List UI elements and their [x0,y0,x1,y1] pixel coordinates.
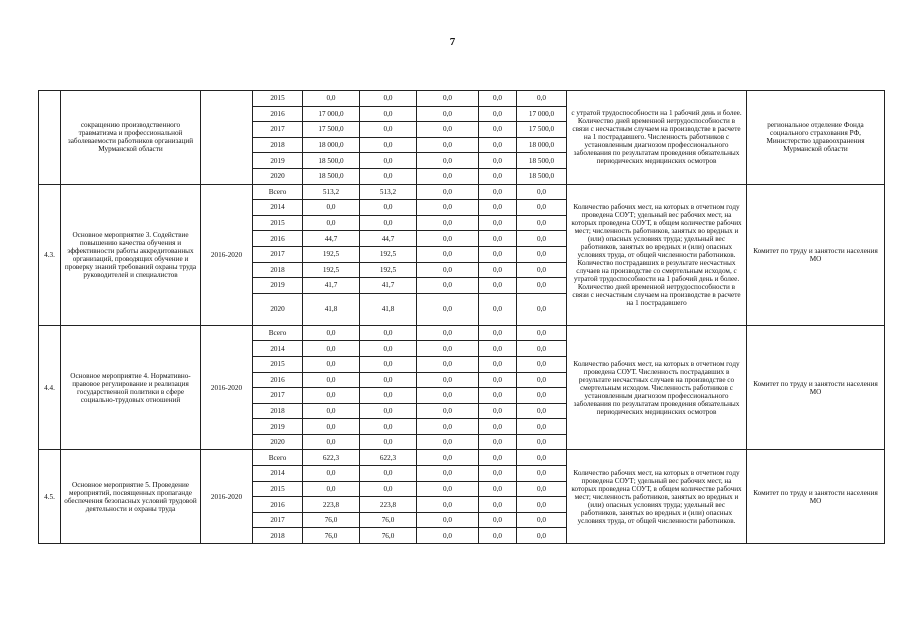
funding-value-cell: 192,5 [360,246,417,262]
year-cell: 2017 [253,388,303,404]
year-cell: 2020 [253,168,303,184]
funding-value-cell: 0,0 [360,153,417,169]
table-row [39,184,885,200]
implementation-period [201,91,253,185]
funding-value-cell: 0,0 [417,512,479,528]
funding-value-cell: 0,0 [517,231,567,247]
funding-value-cell: 0,0 [479,512,517,528]
funding-value-cell: 0,0 [417,372,479,388]
responsible-executor: Комитет по труду и занятости населения МО [747,325,885,450]
funding-value-cell: 0,0 [303,434,360,450]
funding-value-cell: 0,0 [417,137,479,153]
year-cell: 2017 [253,246,303,262]
funding-value-cell: 0,0 [517,325,567,341]
year-cell: 2019 [253,153,303,169]
funding-value-cell: 41,7 [303,278,360,294]
year-cell: 2019 [253,419,303,435]
funding-value-cell: 0,0 [517,91,567,107]
funding-value-cell: 0,0 [417,106,479,122]
year-cell: Всего [253,184,303,200]
funding-value-cell: 76,0 [303,528,360,544]
funding-value-cell: 0,0 [417,356,479,372]
year-cell: 2018 [253,137,303,153]
target-indicators: Количество рабочих мест, на которых в отчетном году проведена СОУТ. Численность пострадавших в результате несчастных случаев на производстве со смертельным исходом. Численность работников с установленным диагнозом профессионального заболевания по результатам проведения обязательных периодических медицинских осмотров [567,325,747,450]
funding-value-cell: 0,0 [479,528,517,544]
funding-value-cell: 0,0 [517,215,567,231]
funding-value-cell: 0,0 [479,341,517,357]
funding-value-cell: 0,0 [417,91,479,107]
funding-value-cell: 0,0 [303,419,360,435]
funding-value-cell: 0,0 [303,372,360,388]
funding-value-cell: 0,0 [517,481,567,497]
funding-value-cell: 0,0 [417,388,479,404]
funding-value-cell: 0,0 [479,293,517,325]
funding-value-cell: 192,5 [360,262,417,278]
funding-value-cell: 0,0 [479,403,517,419]
funding-value-cell: 0,0 [417,497,479,513]
year-cell: 2016 [253,372,303,388]
funding-value-cell: 0,0 [303,200,360,216]
funding-value-cell: 0,0 [417,466,479,482]
funding-value-cell: 0,0 [417,419,479,435]
funding-value-cell: 0,0 [479,168,517,184]
funding-value-cell: 0,0 [360,356,417,372]
funding-value-cell: 0,0 [517,403,567,419]
funding-value-cell: 17 000,0 [517,106,567,122]
funding-value-cell: 0,0 [360,403,417,419]
funding-value-cell: 0,0 [479,434,517,450]
funding-value-cell: 0,0 [517,278,567,294]
funding-value-cell: 0,0 [517,200,567,216]
funding-value-cell: 0,0 [360,91,417,107]
funding-value-cell: 0,0 [479,137,517,153]
year-cell: 2016 [253,231,303,247]
funding-value-cell: 41,8 [303,293,360,325]
funding-value-cell: 44,7 [303,231,360,247]
funding-value-cell: 0,0 [479,325,517,341]
funding-value-cell: 0,0 [360,419,417,435]
funding-value-cell: 0,0 [417,168,479,184]
year-cell: 2017 [253,512,303,528]
funding-value-cell: 0,0 [517,262,567,278]
funding-value-cell: 0,0 [479,419,517,435]
funding-value-cell: 513,2 [360,184,417,200]
funding-value-cell: 0,0 [517,512,567,528]
funding-value-cell: 0,0 [360,122,417,138]
funding-value-cell: 17 500,0 [303,122,360,138]
funding-value-cell: 0,0 [360,434,417,450]
funding-value-cell: 0,0 [303,341,360,357]
funding-value-cell: 0,0 [517,293,567,325]
funding-value-cell: 0,0 [417,325,479,341]
funding-value-cell: 0,0 [303,356,360,372]
funding-value-cell: 0,0 [417,215,479,231]
funding-value-cell: 0,0 [303,481,360,497]
year-cell: 2015 [253,215,303,231]
funding-value-cell: 0,0 [360,325,417,341]
funding-value-cell: 0,0 [479,481,517,497]
year-cell: Всего [253,325,303,341]
funding-value-cell: 0,0 [517,466,567,482]
year-cell: Всего [253,450,303,466]
funding-value-cell: 18 500,0 [303,153,360,169]
funding-value-cell: 0,0 [417,122,479,138]
funding-value-cell: 0,0 [360,168,417,184]
funding-value-cell: 0,0 [303,215,360,231]
funding-value-cell: 0,0 [517,434,567,450]
funding-value-cell: 0,0 [479,122,517,138]
funding-value-cell: 0,0 [479,356,517,372]
implementation-period: 2016-2020 [201,184,253,325]
funding-value-cell: 41,8 [360,293,417,325]
funding-value-cell: 0,0 [479,372,517,388]
funding-value-cell: 0,0 [479,466,517,482]
funding-value-cell: 0,0 [360,388,417,404]
funding-value-cell: 0,0 [360,466,417,482]
funding-value-cell: 513,2 [303,184,360,200]
implementation-period: 2016-2020 [201,450,253,544]
funding-value-cell: 0,0 [479,388,517,404]
funding-value-cell: 0,0 [360,200,417,216]
year-cell: 2018 [253,528,303,544]
funding-value-cell: 0,0 [303,466,360,482]
funding-value-cell: 41,7 [360,278,417,294]
funding-value-cell: 0,0 [360,481,417,497]
funding-value-cell: 0,0 [517,246,567,262]
year-cell: 2020 [253,434,303,450]
funding-value-cell: 0,0 [417,434,479,450]
funding-value-cell: 192,5 [303,262,360,278]
year-cell: 2018 [253,403,303,419]
funding-value-cell: 18 500,0 [517,153,567,169]
year-cell: 2014 [253,200,303,216]
funding-value-cell: 0,0 [360,215,417,231]
table-row [39,91,885,107]
year-cell: 2016 [253,497,303,513]
year-cell: 2015 [253,481,303,497]
section-number: 4.3. [39,184,61,325]
funding-value-cell: 0,0 [360,372,417,388]
funding-value-cell: 76,0 [303,512,360,528]
responsible-executor: региональное отделение Фонда социального страхования РФ, Министерство здравоохранения Мурманской области [747,91,885,185]
funding-value-cell: 223,8 [360,497,417,513]
funding-value-cell: 0,0 [417,184,479,200]
funding-value-cell: 76,0 [360,512,417,528]
target-indicators: Количество рабочих мест, на которых в отчетном году проведена СОУТ; удельный вес рабочих мест, на которых проведена СОУТ, в общем количестве рабочих мест; численность работников, занятых во вредных и (или) опасных условиях труда; удельный вес работников, занятых во вредных и (или) опасных условиях труда, от общей численности работников. Количество пострадавших в результате несчастных случаев на производстве со смертельным исходом, с утратой трудоспособности на 1 рабочий день и более. Количество дней временной нетрудоспособности в связи с несчастным случаем на производстве в расчете на 1 пострадавшего [567,184,747,325]
activity-description: сокращению производственного травматизма и профессиональной заболеваемости работников организаций Мурманской области [61,91,201,185]
funding-value-cell: 0,0 [417,293,479,325]
year-cell: 2016 [253,106,303,122]
funding-value-cell: 0,0 [303,388,360,404]
table-body [39,91,885,544]
funding-value-cell: 18 000,0 [303,137,360,153]
funding-value-cell: 44,7 [360,231,417,247]
funding-value-cell: 0,0 [417,278,479,294]
funding-value-cell: 0,0 [360,341,417,357]
section-number: 4.5. [39,450,61,544]
funding-value-cell: 0,0 [479,450,517,466]
activity-description: Основное мероприятие 3. Содействие повышению качества обучения и эффективности работы аккредитованных организаций, проводящих обучение и проверку знаний требований охраны труда руководителей и специалистов [61,184,201,325]
funding-value-cell: 223,8 [303,497,360,513]
table-row [39,325,885,341]
funding-value-cell: 17 000,0 [303,106,360,122]
funding-value-cell: 0,0 [517,372,567,388]
funding-value-cell: 0,0 [360,106,417,122]
funding-value-cell: 0,0 [517,528,567,544]
funding-value-cell: 0,0 [517,388,567,404]
funding-value-cell: 0,0 [479,262,517,278]
funding-value-cell: 0,0 [360,137,417,153]
funding-value-cell: 0,0 [479,246,517,262]
year-cell: 2019 [253,278,303,294]
funding-value-cell: 622,3 [360,450,417,466]
funding-value-cell: 0,0 [479,278,517,294]
year-cell: 2020 [253,293,303,325]
year-cell: 2015 [253,91,303,107]
funding-value-cell: 0,0 [479,497,517,513]
funding-value-cell: 0,0 [517,450,567,466]
funding-value-cell: 0,0 [479,215,517,231]
funding-value-cell: 0,0 [479,91,517,107]
funding-value-cell: 0,0 [417,200,479,216]
funding-value-cell: 0,0 [479,106,517,122]
funding-value-cell: 18 500,0 [517,168,567,184]
section-number [39,91,61,185]
program-table [38,90,885,544]
funding-value-cell: 0,0 [303,325,360,341]
responsible-executor: Комитет по труду и занятости населения МО [747,184,885,325]
funding-value-cell: 17 500,0 [517,122,567,138]
year-cell: 2014 [253,466,303,482]
activity-description: Основное мероприятие 5. Проведение мероприятий, посвященных пропаганде обеспечения безопасных условий трудовой деятельности и охраны труда [61,450,201,544]
funding-value-cell: 0,0 [479,200,517,216]
funding-value-cell: 0,0 [417,262,479,278]
funding-value-cell: 18 500,0 [303,168,360,184]
funding-value-cell: 0,0 [417,246,479,262]
funding-value-cell: 0,0 [479,153,517,169]
funding-value-cell: 0,0 [417,481,479,497]
funding-value-cell: 192,5 [303,246,360,262]
target-indicators: Количество рабочих мест, на которых в отчетном году проведена СОУТ; удельный вес рабочих мест, на которых проведена СОУТ, в общем количестве рабочих мест; численность работников, занятых во вредных и (или) опасных условиях труда; удельный вес работников, занятых во вредных и (или) опасных условиях труда, от общей численности работников. [567,450,747,544]
funding-value-cell: 0,0 [517,184,567,200]
responsible-executor: Комитет по труду и занятости населения МО [747,450,885,544]
funding-value-cell: 0,0 [417,450,479,466]
funding-value-cell: 0,0 [479,184,517,200]
year-cell: 2018 [253,262,303,278]
target-indicators: с утратой трудоспособности на 1 рабочий день и более. Количество дней временной нетрудоспособности в связи с несчастным случаем на производстве в расчете на 1 пострадавшего. Численность работников с установленным диагнозом профессионального заболевания по результатам проведения обязательных периодических медицинских осмотров [567,91,747,185]
funding-value-cell: 0,0 [417,341,479,357]
funding-value-cell: 0,0 [517,497,567,513]
funding-value-cell: 0,0 [517,341,567,357]
table-row [39,450,885,466]
year-cell: 2015 [253,356,303,372]
funding-value-cell: 0,0 [303,403,360,419]
funding-value-cell: 0,0 [417,403,479,419]
year-cell: 2014 [253,341,303,357]
funding-value-cell: 0,0 [417,231,479,247]
activity-description: Основное мероприятие 4. Нормативно-правовое регулирование и реализация государственной политики в сфере социально-трудовых отношений [61,325,201,450]
funding-value-cell: 76,0 [360,528,417,544]
funding-value-cell: 0,0 [417,528,479,544]
implementation-period: 2016-2020 [201,325,253,450]
page-number: 7 [449,36,456,48]
funding-value-cell: 18 000,0 [517,137,567,153]
funding-value-cell: 0,0 [417,153,479,169]
section-number: 4.4. [39,325,61,450]
funding-value-cell: 0,0 [479,231,517,247]
year-cell: 2017 [253,122,303,138]
funding-value-cell: 0,0 [303,91,360,107]
funding-value-cell: 0,0 [517,356,567,372]
funding-value-cell: 622,3 [303,450,360,466]
funding-value-cell: 0,0 [517,419,567,435]
